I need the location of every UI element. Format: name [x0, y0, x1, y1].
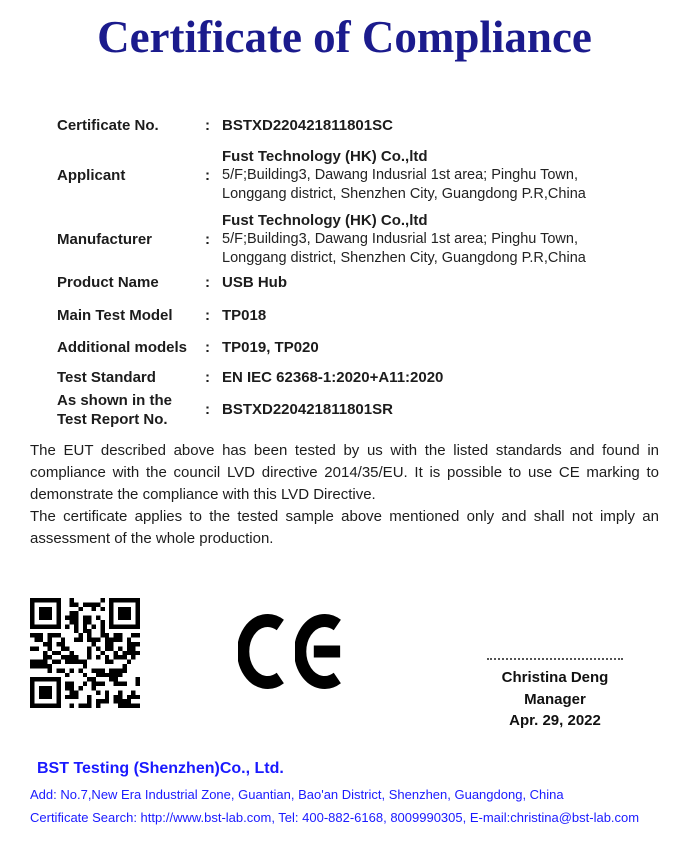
field-certificate-no [0, 116, 689, 135]
field-label: Certificate No. [57, 117, 159, 134]
field-colon: : [205, 167, 210, 184]
manufacturer-address-line2: Longgang district, Shenzhen City, Guangdong P.R,China [222, 250, 586, 266]
field-colon: : [205, 274, 210, 291]
manufacturer-company: Fust Technology (HK) Co.,ltd [222, 212, 428, 229]
field-label [57, 391, 205, 429]
qr-code-svg [30, 598, 140, 708]
field-applicant [0, 147, 689, 204]
field-colon: : [205, 117, 210, 134]
field-colon: : [205, 339, 210, 356]
signer-name: Christina Deng [501, 669, 609, 686]
field-label: Test Standard [57, 369, 156, 386]
qr-code [30, 598, 140, 708]
signature-date: Apr. 29, 2022 [509, 712, 601, 729]
field-label: Main Test Model [57, 307, 173, 324]
field-colon: : [205, 307, 210, 324]
ce-letter-e [295, 613, 342, 690]
certificate-title: Certificate of Compliance [97, 12, 592, 62]
field-value: EN IEC 62368-1:2020+A11:2020 [222, 369, 444, 386]
field-label-line2: Test Report No. [57, 411, 168, 428]
footer-address-line: Add: No.7,New Era Industrial Zone, Guantian, Bao'an District, Shenzhen, Guangdong, China [30, 787, 564, 802]
statement-paragraph-1: The EUT described above has been tested by us with the listed standards and found in compliance with the council LVD directive 2014/35/EU. It is possible to use CE marking to demonstrate the compliance with this LVD Directive. [30, 442, 659, 503]
ce-letter-c [238, 613, 285, 690]
field-colon: : [205, 231, 210, 248]
field-value: BSTXD220421811801SC [222, 117, 393, 134]
field-colon: : [205, 401, 210, 418]
footer-company-name: BST Testing (Shenzhen)Co., Ltd. [37, 760, 284, 777]
field-label: Applicant [57, 167, 126, 184]
ce-mark-icon [238, 613, 342, 690]
field-value: USB Hub [222, 274, 287, 291]
applicant-address-line2: Longgang district, Shenzhen City, Guangdong P.R,China [222, 186, 586, 202]
certificate-fields [0, 116, 689, 429]
field-label: Product Name [57, 274, 159, 291]
field-product-name [0, 273, 689, 292]
field-value: TP018 [222, 307, 267, 324]
signer-role: Manager [524, 690, 586, 708]
signature-block [470, 658, 640, 732]
field-label: Manufacturer [57, 231, 153, 248]
field-test-report-no [0, 391, 689, 429]
applicant-address-line1: 5/F;Building3, Dawang Indusrial 1st area; Pinghu Town, [222, 167, 579, 183]
manufacturer-address-line1: 5/F;Building3, Dawang Indusrial 1st area; Pinghu Town, [222, 231, 579, 247]
field-main-test-model [0, 306, 689, 325]
field-value [222, 211, 689, 268]
field-label-line1: As shown in the [57, 392, 173, 409]
field-value: TP019, TP020 [222, 339, 319, 356]
field-label: Additional models [57, 339, 188, 356]
field-manufacturer [0, 211, 689, 268]
field-colon: : [205, 369, 210, 386]
field-value: BSTXD220421811801SR [222, 401, 393, 418]
compliance-statement [30, 440, 659, 550]
field-test-standard [0, 368, 689, 387]
applicant-company: Fust Technology (HK) Co.,ltd [222, 148, 428, 165]
signature-dotted-line [487, 658, 623, 660]
field-additional-models [0, 338, 689, 357]
statement-paragraph-2: The certificate applies to the tested sample above mentioned only and shall not imply an assessment of the whole production. [30, 508, 659, 547]
field-value [222, 147, 689, 204]
footer-contact-line: Certificate Search: http://www.bst-lab.com, Tel: 400-882-6168, 8009990305, E-mail:christina@bst-lab.com [30, 810, 640, 825]
